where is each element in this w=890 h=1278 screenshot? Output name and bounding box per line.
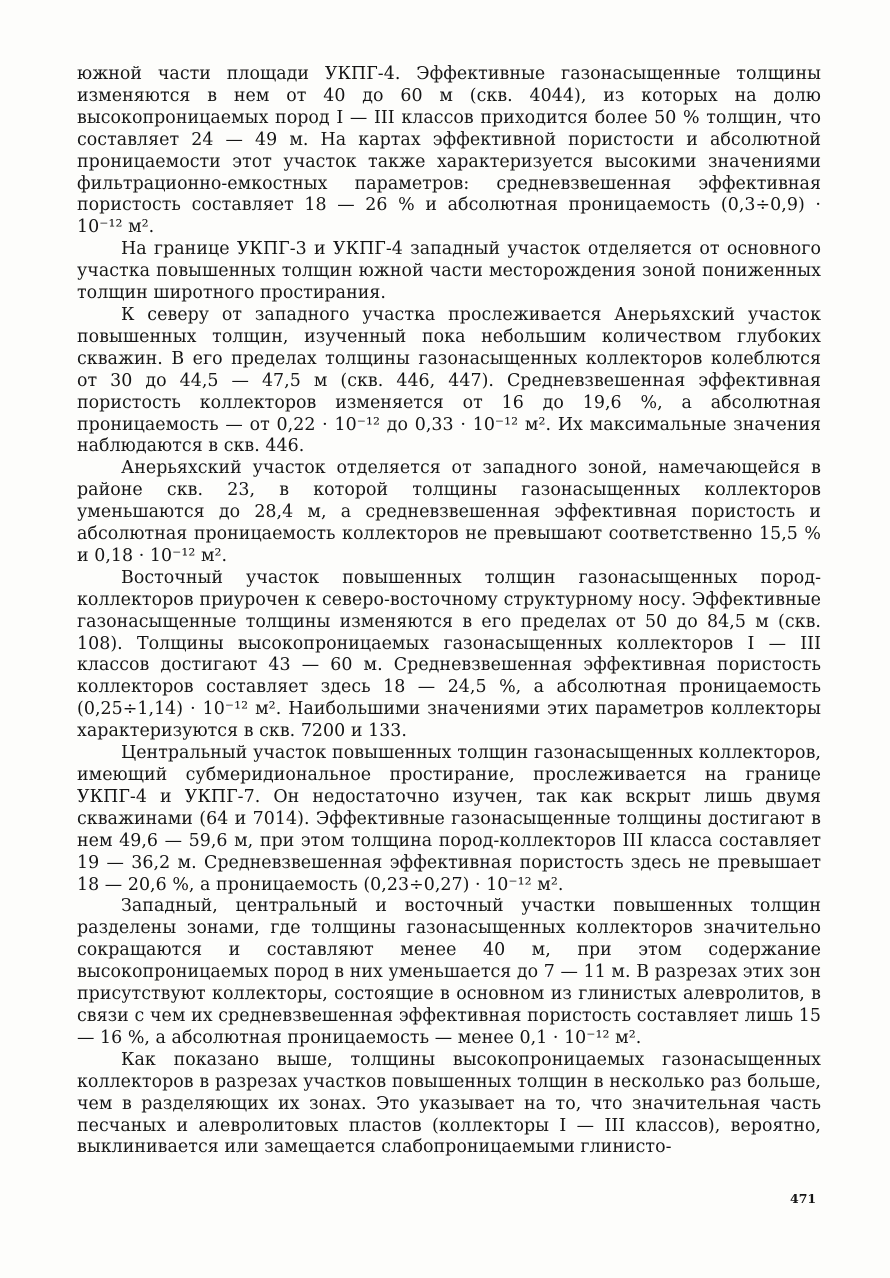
paragraph: К северу от западного участка прослеживается Анерьяхский участок повышенных толщин, изученный пока небольшим количеством глубоких скважин. В его пределах толщины газонасыщенных коллекторов колеблются от 30 до 44,5 — 47,5 м (скв. 446, 447). Средневзвешенная эффективная пористость коллекторов изменяется от 16 до 19,6 %, а абсолютная проницаемость — от 0,22 · 10⁻¹² до 0,33 · 10⁻¹² м². Их максимальные значения наблюдаются в скв. 446. [77,304,821,457]
paragraph: Восточный участок повышенных толщин газонасыщенных пород-коллекторов приурочен к северо-восточному структурному носу. Эффективные газонасыщенные толщины изменяются в его пределах от 50 до 84,5 м (скв. 108). Толщины высокопроницаемых газонасыщенных коллекторов I — III классов достигают 43 — 60 м. Средневзвешенная эффективная пористость коллекторов составляет здесь 18 — 24,5 %, а абсолютная проницаемость (0,25÷1,14) · 10⁻¹² м². Наибольшими значениями этих параметров коллекторы характеризуются в скв. 7200 и 133. [77,567,821,742]
paragraph: южной части площади УКПГ-4. Эффективные газонасыщенные толщины изменяются в нем от 40 до 60 м (скв. 4044), из которых на долю высокопроницаемых пород I — III классов приходится более 50 % толщин, что составляет 24 — 49 м. На картах эффективной пористости и абсолютной проницаемости этот участок также характеризуется высокими значениями фильтрационно-емкостных параметров: средневзвешенная эффективная пористость составляет 18 — 26 % и абсолютная проницаемость (0,3÷0,9) · 10⁻¹² м². [77,64,821,238]
body-text [77,64,821,1159]
paragraph: Как показано выше, толщины высокопроницаемых газонасыщенных коллекторов в разрезах участков повышенных толщин в несколько раз больше, чем в разделяющих их зонах. Это указывает на то, что значительная часть песчаных и алевролитовых пластов (коллекторы I — III классов), вероятно, выклинивается или замещается слабопроницаемыми глинисто- [77,1049,821,1158]
page-number: 471 [790,1191,817,1206]
paragraph: На границе УКПГ-3 и УКПГ-4 западный участок отделяется от основного участка повышенных толщин южной части месторождения зоной пониженных толщин широтного простирания. [77,239,821,304]
paragraph: Центральный участок повышенных толщин газонасыщенных коллекторов, имеющий субмеридиональное простирание, прослеживается на границе УКПГ-4 и УКПГ-7. Он недостаточно изучен, так как вскрыт лишь двумя скважинами (64 и 7014). Эффективные газонасыщенные толщины достигают в нем 49,6 — 59,6 м, при этом толщина пород-коллекторов III класса составляет 19 — 36,2 м. Средневзвешенная эффективная пористость здесь не превышает 18 — 20,6 %, а проницаемость (0,23÷0,27) · 10⁻¹² м². [77,743,821,895]
paragraph: Анерьяхский участок отделяется от западного зоной, намечающейся в районе скв. 23, в которой толщины газонасыщенных коллекторов уменьшаются до 28,4 м, а средневзвешенная эффективная пористость и абсолютная проницаемость коллекторов не превышают соответственно 15,5 % и 0,18 · 10⁻¹² м². [77,458,821,566]
paragraph: Западный, центральный и восточный участки повышенных толщин разделены зонами, где толщины газонасыщенных коллекторов значительно сокращаются и составляют менее 40 м, при этом содержание высокопроницаемых пород в них уменьшается до 7 — 11 м. В разрезах этих зон присутствуют коллекторы, состоящие в основном из глинистых алевролитов, в связи с чем их средневзвешенная эффективная пористость составляет лишь 15 — 16 %, а абсолютная проницаемость — менее 0,1 · 10⁻¹² м². [77,896,821,1048]
